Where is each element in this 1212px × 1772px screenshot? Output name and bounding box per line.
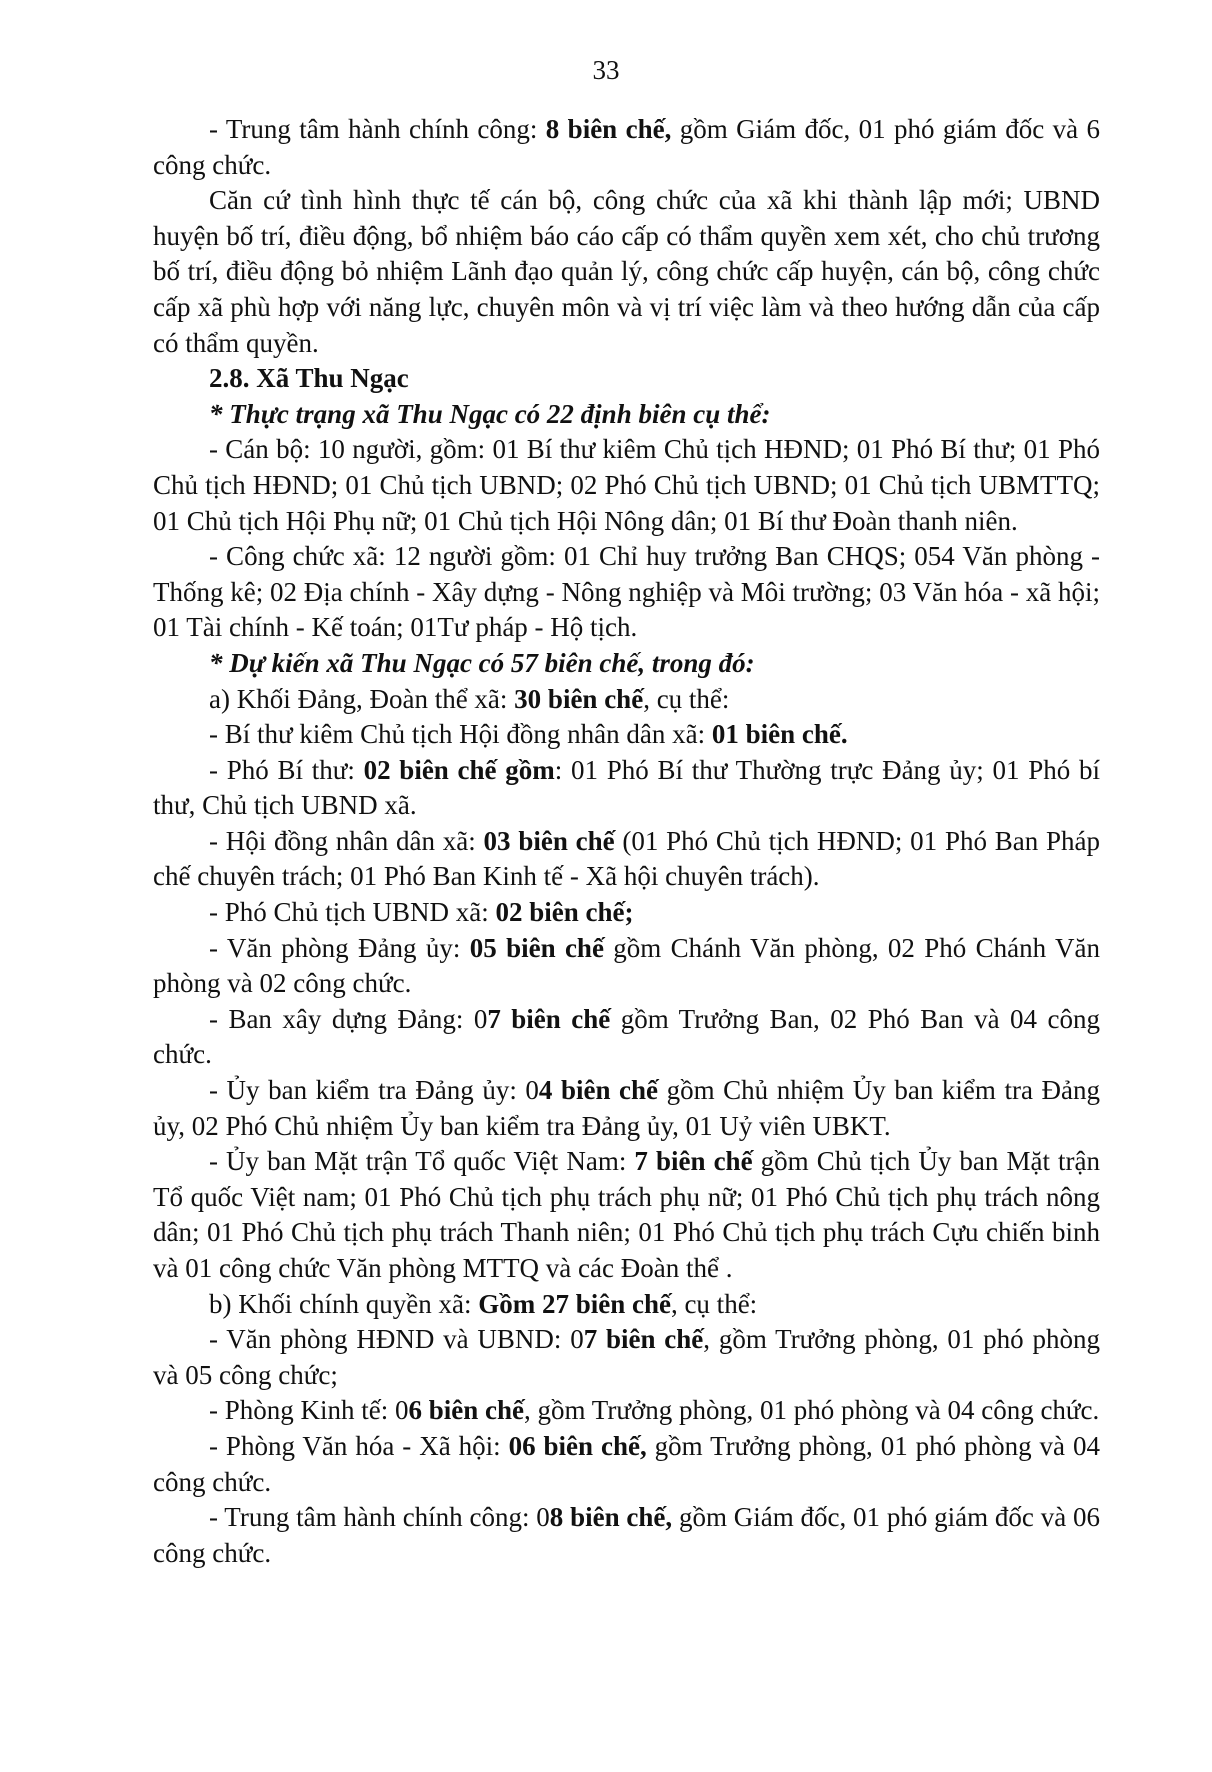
text-run: - Ủy ban kiểm tra Đảng ủy: 0 <box>209 1075 539 1106</box>
text-run: gồm Giám đốc, 01 phó giám đốc và 06 công chức. <box>153 1502 1100 1568</box>
bold-text: 8 biên chế, <box>549 1502 673 1533</box>
paragraph <box>153 539 1100 646</box>
text-run: - Công chức xã: 12 người gồm: 01 Chỉ huy trưởng Ban CHQS; 054 Văn phòng - Thống kê; 02 Địa chính - Xây dựng - Nông nghiệp và Môi trường; 03 Văn hóa - xã hội; 01 Tài chính - Kế toán; 01Tư pháp - Hộ tịch. <box>153 541 1100 643</box>
bold-text: 2.8. Xã Thu Ngạc <box>209 363 409 394</box>
text-run: gồm Trưởng phòng, 01 phó phòng và 04 công chức. <box>153 1430 1100 1497</box>
text-run: - Trung tâm hành chính công: <box>209 114 546 144</box>
text-run: : 01 Phó Bí thư Thường trực Đảng ủy; 01 Phó bí thư, Chủ tịch UBND xã. <box>153 754 1100 821</box>
text-run: - Hội đồng nhân dân xã: <box>209 825 484 856</box>
paragraph <box>153 1429 1100 1500</box>
text-run: gồm Chủ tịch Ủy ban Mặt trận Tổ quốc Việt nam; 01 Phó Chủ tịch phụ trách phụ nữ; 01 Phó Chủ tịch phụ trách nông dân; 01 Phó Chủ tịch phụ trách Thanh niên; 01 Phó Chủ tịch phụ trách Cựu chiến binh và 01 công chức Văn phòng MTTQ và các Đoàn thể . <box>153 1146 1100 1283</box>
paragraph <box>153 824 1100 895</box>
paragraph <box>153 1287 1100 1323</box>
bold-text: Gồm 27 biên chế <box>478 1288 671 1319</box>
paragraph <box>153 646 1100 682</box>
paragraph <box>153 1393 1100 1429</box>
text-run: , cụ thể: <box>670 1288 758 1319</box>
text-run: , gồm Trưởng phòng, 01 phó phòng và 04 công chức. <box>524 1395 1100 1426</box>
bold-text: 4 biên chế <box>538 1075 659 1106</box>
text-run: gồm Chủ nhiệm Ủy ban kiểm tra Đảng ủy, 02 Phó Chủ nhiệm Ủy ban kiểm tra Đảng ủy, 01 Uỷ viên UBKT. <box>153 1075 1100 1141</box>
text-run: - Văn phòng HĐND và UBND: 0 <box>209 1324 584 1355</box>
text-run: a) Khối Đảng, Đoàn thể xã: <box>209 683 515 714</box>
paragraph <box>153 183 1100 361</box>
bold-text: 7 biên chế <box>487 1003 611 1034</box>
paragraph <box>153 1322 1100 1393</box>
text-run: - Cán bộ: 10 người, gồm: 01 Bí thư kiêm Chủ tịch HĐND; 01 Phó Bí thư; 01 Phó Chủ tịch HĐND; 01 Chủ tịch UBND; 02 Phó Chủ tịch UBND; 01 Chủ tịch UBMTTQ; 01 Chủ tịch Hội Phụ nữ; 01 Chủ tịch Hội Nông dân; 01 Bí thư Đoàn thanh niên. <box>153 434 1100 536</box>
text-run: , gồm Trưởng phòng, 01 phó phòng và 05 công chức; <box>153 1324 1100 1390</box>
bold-text: 06 biên chế, <box>508 1430 647 1461</box>
text-run: - Phòng Văn hóa - Xã hội: <box>209 1430 509 1461</box>
text-run: - Ban xây dựng Đảng: 0 <box>209 1003 488 1034</box>
text-run: gồm Chánh Văn phòng, 02 Phó Chánh Văn phòng và 02 công chức. <box>153 932 1100 999</box>
bold-text: 6 biên chế <box>408 1395 525 1426</box>
text-run: - Bí thư kiêm Chủ tịch Hội đồng nhân dân xã: <box>209 719 712 750</box>
bold-text: 05 biên chế <box>469 932 604 963</box>
text-run: , cụ thể: <box>643 683 730 714</box>
paragraph <box>153 397 1100 433</box>
paragraph <box>153 717 1100 753</box>
bold-text: 02 biên chế; <box>495 897 634 928</box>
text-run: b) Khối chính quyền xã: <box>209 1288 479 1319</box>
paragraph <box>153 1500 1100 1571</box>
paragraph <box>153 1144 1100 1286</box>
emphasis-heading-text: * Thực trạng xã Thu Ngạc có 22 định biên cụ thể: <box>209 398 771 429</box>
document-body <box>153 112 1100 1571</box>
text-run: - Ủy ban Mặt trận Tổ quốc Việt Nam: <box>209 1146 635 1177</box>
emphasis-heading-text: * Dự kiến xã Thu Ngạc có 57 biên chế, trong đó: <box>209 647 755 678</box>
paragraph <box>153 1002 1100 1073</box>
bold-text: 7 biên chế <box>634 1146 753 1177</box>
bold-text: 01 biên chế. <box>711 719 848 750</box>
paragraph <box>153 1073 1100 1144</box>
text-run: - Phó Bí thư: <box>209 754 364 785</box>
paragraph <box>153 432 1100 539</box>
text-run: - Phó Chủ tịch UBND xã: <box>209 897 496 928</box>
paragraph <box>153 753 1100 824</box>
page-number: 33 <box>592 55 620 85</box>
text-run: (01 Phó Chủ tịch HĐND; 01 Phó Ban Pháp chế chuyên trách; 01 Phó Ban Kinh tế - Xã hội chuyên trách). <box>153 825 1100 892</box>
paragraph <box>153 112 1100 183</box>
text-run: gồm Giám đốc, 01 phó giám đốc và 6 công chức. <box>153 114 1100 180</box>
bold-text: 02 biên chế gồm <box>363 754 555 785</box>
paragraph <box>153 361 1100 397</box>
text-run: gồm Trưởng Ban, 02 Phó Ban và 04 công chức. <box>153 1003 1100 1070</box>
text-run: Căn cứ tình hình thực tế cán bộ, công chức của xã khi thành lập mới; UBND huyện bố trí, điều động, bổ nhiệm báo cáo cấp có thẩm quyền xem xét, cho chủ trương bố trí, điều động bỏ nhiệm Lãnh đạo quản lý, công chức cấp huyện, cán bộ, công chức cấp xã phù hợp với năng lực, chuyên môn và vị trí việc làm và theo hướng dẫn của cấp có thẩm quyền. <box>153 185 1100 358</box>
bold-text: 8 biên chế, <box>545 114 672 144</box>
paragraph <box>153 682 1100 718</box>
text-run: - Văn phòng Đảng ủy: <box>209 932 470 963</box>
text-run: - Trung tâm hành chính công: 0 <box>209 1502 550 1533</box>
bold-text: 03 biên chế <box>483 825 615 856</box>
paragraph <box>153 931 1100 1002</box>
bold-text: 7 biên chế <box>583 1324 704 1355</box>
paragraph <box>153 895 1100 931</box>
text-run: - Phòng Kinh tế: 0 <box>209 1395 409 1426</box>
bold-text: 30 biên chế <box>514 683 644 714</box>
